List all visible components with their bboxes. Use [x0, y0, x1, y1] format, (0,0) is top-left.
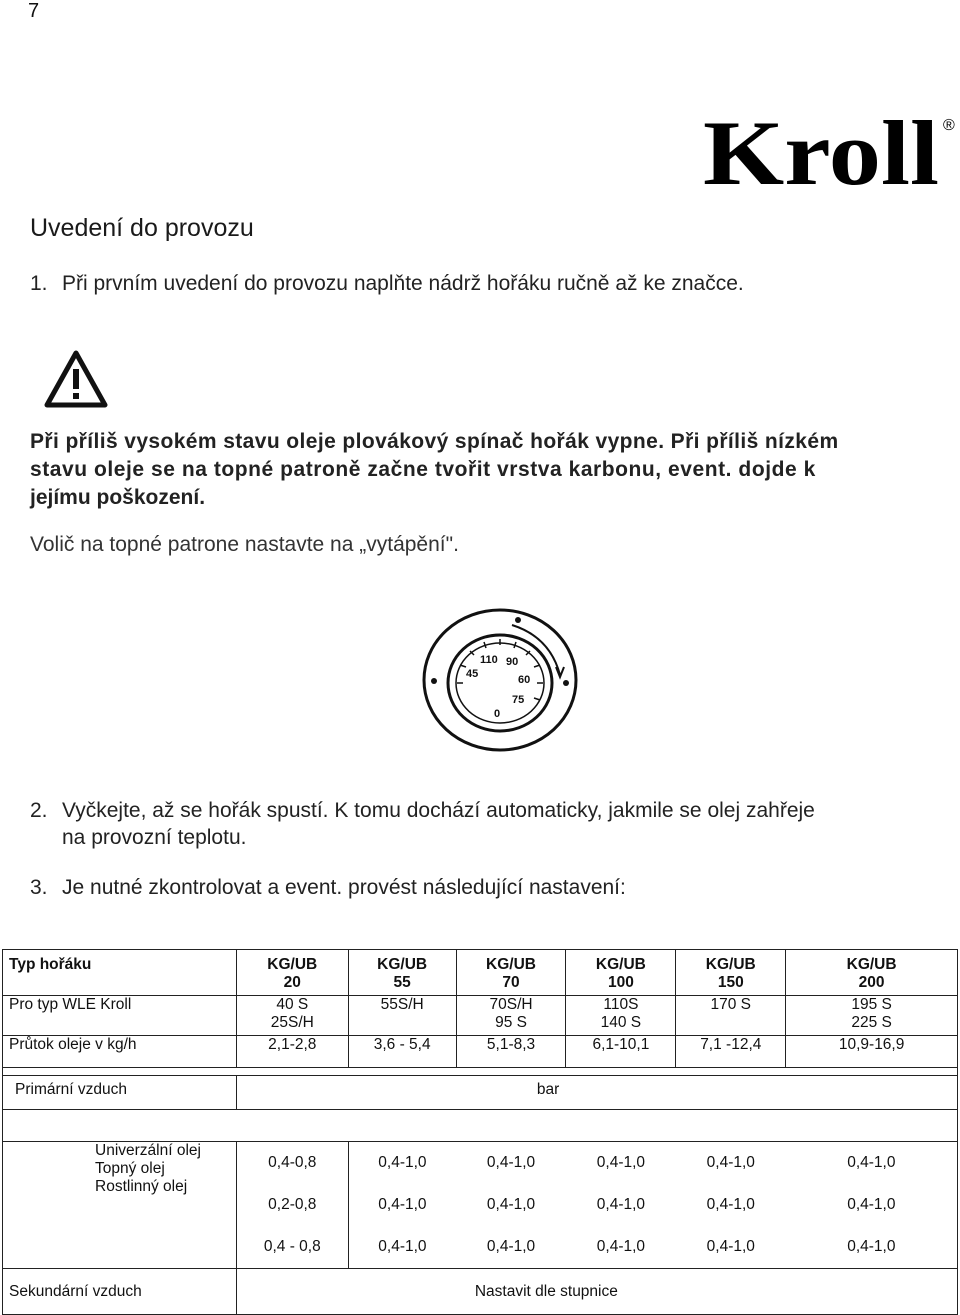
oil-values-col: 0,4-1,0 0,4-1,0 0,4-1,0: [596, 1154, 646, 1255]
step-number: 1.: [30, 272, 48, 295]
flow-cell: 5,1-8,3: [456, 1036, 566, 1068]
primary-air-label: Primární vzduch: [3, 1076, 237, 1110]
table-row: [3, 1036, 958, 1068]
unit-cell: bar: [236, 1076, 957, 1110]
wle-cell: 170 S: [676, 996, 786, 1036]
dial-label-75: 75: [512, 694, 525, 706]
flow-cell: 2,1-2,8: [236, 1036, 348, 1068]
oil-values-col: 0,4-1,0 0,4-1,0 0,4-1,0: [486, 1154, 536, 1255]
section-heading: Uvedení do provozu: [30, 214, 254, 242]
model-cell: KG/UB 200: [786, 950, 958, 996]
table-row: [3, 1076, 958, 1110]
kroll-logo-text: Kroll: [703, 112, 939, 188]
kroll-logo-registered: ®: [943, 117, 955, 134]
table-row: [3, 950, 958, 996]
model-cell: KG/UB 20: [236, 950, 348, 996]
selector-note: Volič na topné patrone nastavte na „vytápění".: [30, 533, 459, 556]
step-number: 3.: [30, 876, 48, 899]
table-spacer: [3, 1068, 958, 1076]
model-cell: KG/UB 150: [676, 950, 786, 996]
oil-values-col: 0,4-0,8 0,2-0,8 0,4 - 0,8: [236, 1142, 348, 1269]
flow-cell: 10,9-16,9: [786, 1036, 958, 1068]
step-3: [30, 876, 626, 900]
wle-cell: 55S/H: [348, 996, 456, 1036]
step-number: 2.: [30, 799, 48, 822]
step-2: [30, 797, 815, 851]
flow-label: Průtok oleje v kg/h: [3, 1036, 237, 1068]
table-row: [3, 1269, 958, 1315]
dial-label-110: 110: [480, 654, 498, 666]
oil-values-col: 0,4-1,0 0,4-1,0 0,4-1,0: [786, 1142, 958, 1269]
warning-line-1: Při příliš vysokém stavu oleje plovákový spínač hořák vypne. Při příliš nízkém: [30, 430, 839, 453]
wle-label: Pro typ WLE Kroll: [3, 996, 237, 1036]
oil-type-universal: Univerzální olej: [95, 1142, 201, 1159]
model-cell: KG/UB 70: [456, 950, 566, 996]
oil-values-col: 0,4-1,0 0,4-1,0 0,4-1,0: [706, 1154, 755, 1255]
secondary-air-label: Sekundární vzduch: [3, 1269, 237, 1315]
warning-text: [30, 428, 935, 512]
flow-cell: 7,1 -12,4: [676, 1036, 786, 1068]
oil-values-col: 0,4-1,0 0,4-1,0 0,4-1,0: [378, 1154, 427, 1255]
table-spacer: [3, 1110, 958, 1142]
dial-label-0: 0: [494, 708, 501, 720]
model-cell: KG/UB 55: [348, 950, 456, 996]
oil-type-vegetable: Rostlinný olej: [95, 1178, 188, 1195]
wle-cell: 40 S 25S/H: [236, 996, 348, 1036]
dial-label-45: 45: [466, 668, 479, 680]
flow-cell: 3,6 - 5,4: [348, 1036, 456, 1068]
burner-settings-table: [2, 949, 958, 1315]
thermostat-dial-illustration: [420, 605, 580, 755]
secondary-air-value: Nastavit dle stupnice: [236, 1269, 957, 1315]
step-text: Vyčkejte, až se hořák spustí. K tomu dochází automaticky, jakmile se olej zahřeje na provozní teplotu.: [62, 799, 815, 849]
wle-cell: 195 S 225 S: [786, 996, 958, 1036]
oil-types: [3, 1142, 237, 1269]
dial-label-60: 60: [518, 674, 531, 686]
step-text: Při prvním uvedení do provozu naplňte nádrž hořáku ručně až ke značce.: [62, 272, 744, 295]
type-label: Typ hořáku: [3, 950, 237, 996]
table-row: [3, 1142, 958, 1269]
warning-line-2: stavu oleje se na topné patroně začne tvořit vrstva karbonu, event. dojde k: [30, 458, 816, 481]
model-cell: KG/UB 100: [566, 950, 676, 996]
warning-line-3: jejímu poškození.: [30, 486, 206, 509]
flow-cell: 6,1-10,1: [566, 1036, 676, 1068]
step-text: Je nutné zkontrolovat a event. provést následující nastavení:: [62, 876, 626, 899]
dial-label-90: 90: [506, 656, 519, 668]
wle-cell: 70S/H 95 S: [456, 996, 566, 1036]
warning-triangle-icon: [44, 350, 108, 408]
step-1: [30, 272, 744, 296]
kroll-logo: [703, 112, 958, 188]
oil-type-heating: Topný olej: [95, 1160, 165, 1177]
wle-cell: 110S 140 S: [566, 996, 676, 1036]
table-row: [3, 996, 958, 1036]
page-number: 7: [28, 0, 40, 22]
